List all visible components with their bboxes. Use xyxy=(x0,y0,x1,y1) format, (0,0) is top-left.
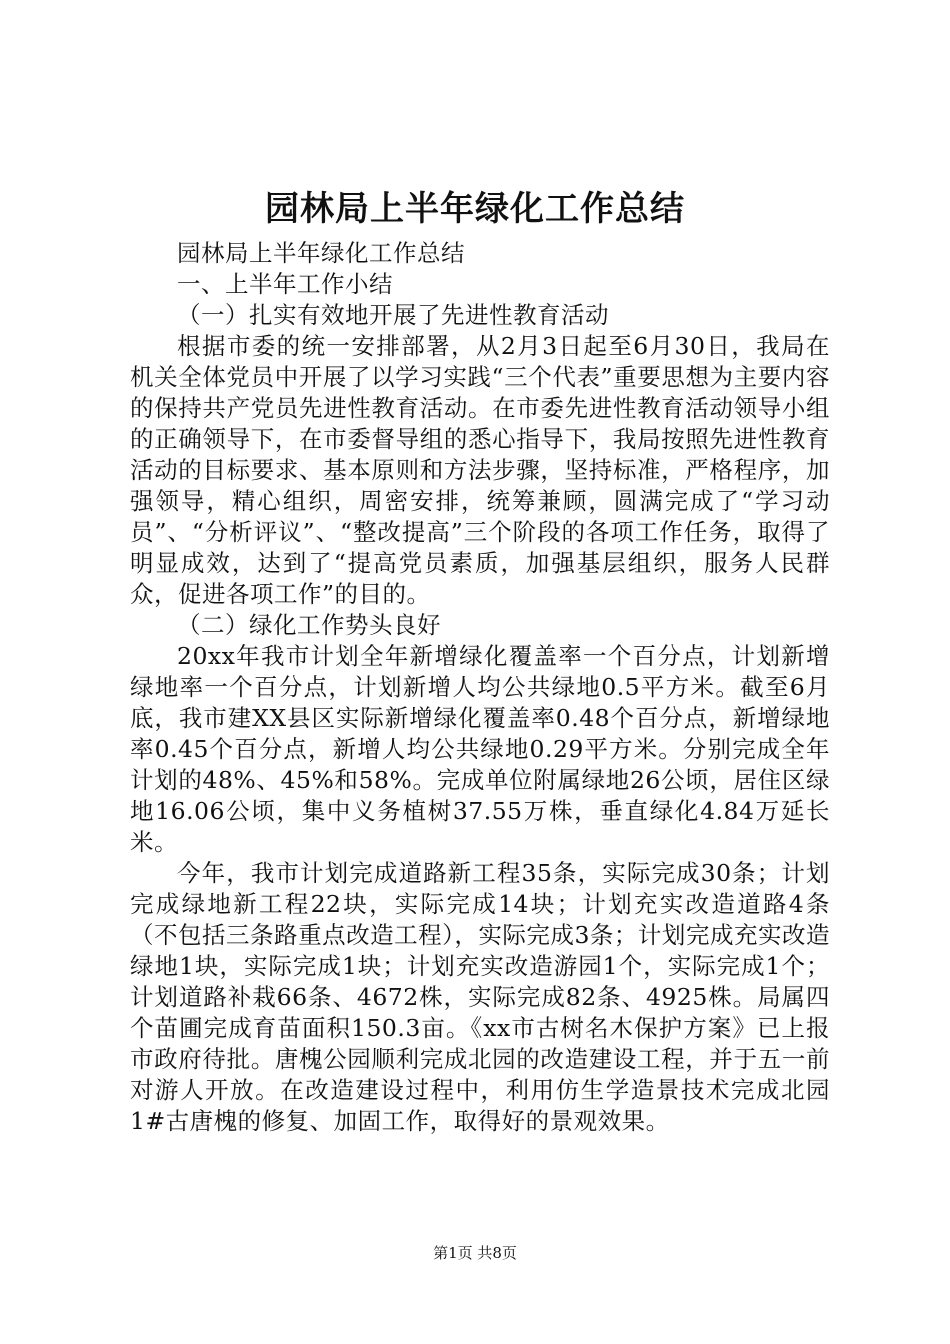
document-title: 园林局上半年绿化工作总结 xyxy=(265,189,685,229)
section-heading: 一、上半年工作小结 xyxy=(177,270,393,298)
paragraph-education: 根据市委的统一安排部署，从2月3日起至6月30日，我局在机关全体党员中开展了以学习实践“三个代表”重要思想为主要内容的保持共产党员先进性教育活动。在市委先进性教育活动领导小组的正确领导下，在市委督导组的悉心指导下，我局按照先进性教育活动的目标要求、基本原则和方法步骤，坚持标准，严格程序，加强领导，精心组织，周密安排，统筹兼顾，圆满完成了“学习动员”、“分析评议”、“整改提高”三个阶段的各项工作任务，取得了明显成效，达到了“提高党员素质，加强基层组织，服务人民群众，促进各项工作”的目的。 xyxy=(130,332,830,608)
paragraph-greening-stats: 20xx年我市计划全年新增绿化覆盖率一个百分点，计划新增绿地率一个百分点，计划新增人均公共绿地0.5平方米。截至6月底，我市建XX县区实际新增绿化覆盖率0.48个百分点，新增绿地率0.45个百分点，新增人均公共绿地0.29平方米。分别完成全年计划的48%、45%和58%。完成单位附属绿地26公顷，居住区绿地16.06公顷，集中义务植树37.55万株，垂直绿化4.84万延长米。 xyxy=(130,642,830,856)
subsection-heading: （一）扎实有效地开展了先进性教育活动 xyxy=(177,301,609,329)
paragraph-projects: 今年，我市计划完成道路新工程35条，实际完成30条；计划完成绿地新工程22块，实际完成14块；计划充实改造道路4条（不包括三条路重点改造工程），实际完成3条；计划完成充实改造绿地1块，实际完成1块；计划充实改造游园1个，实际完成1个；计划道路补栽66条、4672株，实际完成82条、4925株。局属四个苗圃完成育苗面积150.3亩。《xx市古树名木保护方案》已上报市政府待批。唐槐公园顺利完成北园的改造建设工程，并于五一前对游人开放。在改造建设过程中，利用仿生学造景技术完成北园1#古唐槐的修复、加固工作，取得好的景观效果。 xyxy=(130,859,830,1135)
page-number-footer: 第1页 共8页 xyxy=(433,1244,517,1262)
document-body xyxy=(130,238,830,1137)
subsection-heading: （二）绿化工作势头良好 xyxy=(177,611,441,639)
paragraph-subtitle: 园林局上半年绿化工作总结 xyxy=(177,239,465,267)
